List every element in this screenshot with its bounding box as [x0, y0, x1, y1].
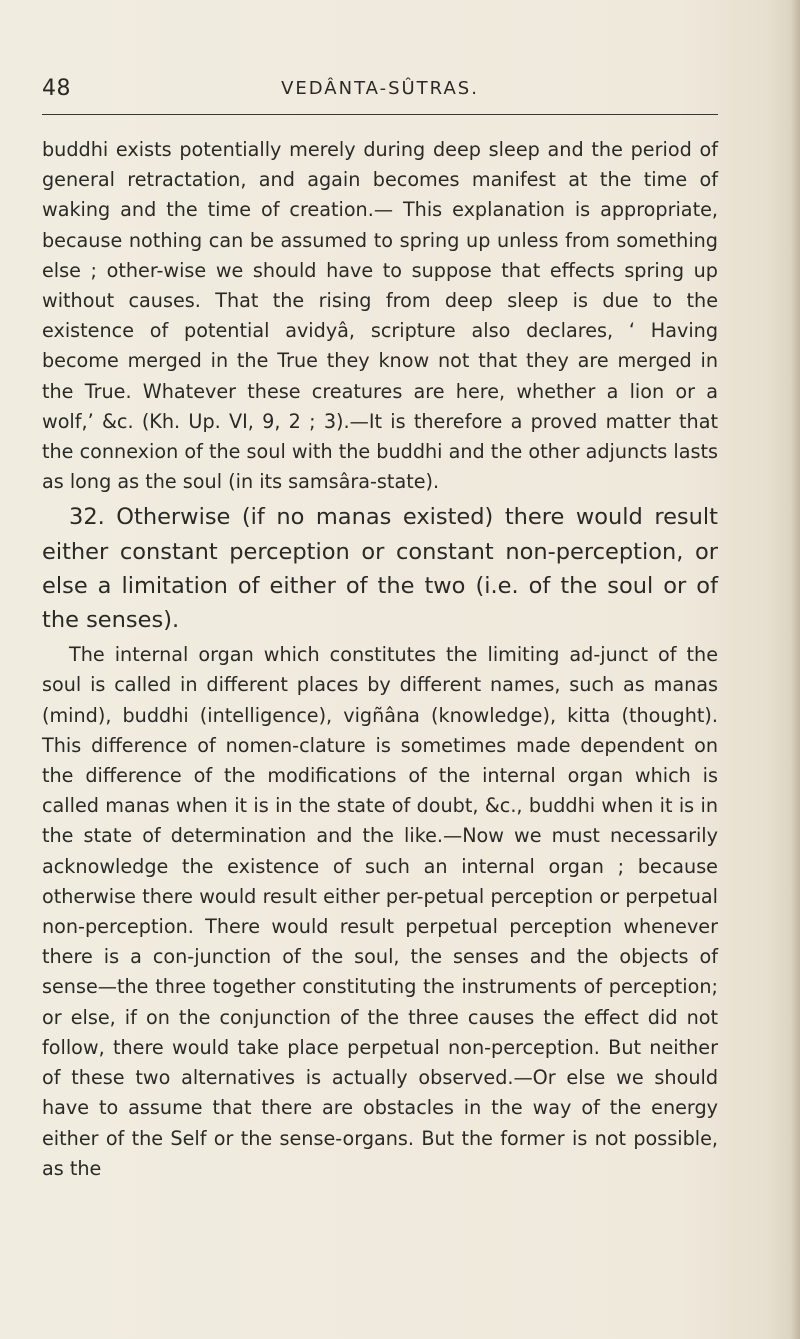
paragraph-continued: buddhi exists potentially merely during deep sleep and the period of general retractation, and again becomes manifest at the time of waking and the time of creation.— This explanation is appropriate, because nothing can be assumed to spring up unless from something else ; other-wise we should have to suppose that effects spring up without causes. That the rising from deep sleep is due to the existence of potential avidyâ, scripture also declares, ‘ Having become merged in the True they know not that they are merged in the True. Whatever these creatures are here, whether a lion or a wolf,’ &c. (Kh. Up. VI, 9, 2 ; 3).—It is therefore a proved matter that the connexion of the soul with the buddhi and the other adjuncts lasts as long as the soul (in its samsâra-state). — [42, 138, 718, 494]
page-edge-shadow — [790, 0, 800, 1339]
paragraph-commentary: The internal organ which constitutes the limiting ad-junct of the soul is called in different places by different names, such as manas (mind), buddhi (intelligence), vigñâna (knowledge), kitta (thought). This difference of nomen-clature is sometimes made dependent on the difference of the modifications of the internal organ which is called manas when it is in the state of doubt, &c., buddhi when it is in the state of determination and the like.—Now we must necessarily acknowledge the existence of such an internal organ ; because otherwise there would result either per-petual perception or perpetual non-perception. There would result perpetual perception whenever there is a con-junction of the soul, the senses and the objects of sense—the three together constituting the instruments of perception; or else, if on the conjunction of the three causes the effect did not follow, there would take place perpetual non-perception. But neither of these two alternatives is actually observed.—Or else we should have to assume that there are obstacles in the way of the energy either of the Self or the sense-organs. But the former is not possible, as the — [42, 643, 718, 1180]
page-header — [42, 76, 718, 104]
page-body — [42, 135, 718, 1184]
sutra-32-heading: 32. Otherwise (if no manas existed) there would result either constant perception or constant non-perception, or else a limitation of either of the two (i.e. of the soul or of the senses). — [42, 504, 718, 634]
page-number: 48 — [42, 76, 71, 101]
running-head: VEDÂNTA-SÛTRAS. — [281, 78, 479, 99]
header-rule — [42, 114, 718, 115]
